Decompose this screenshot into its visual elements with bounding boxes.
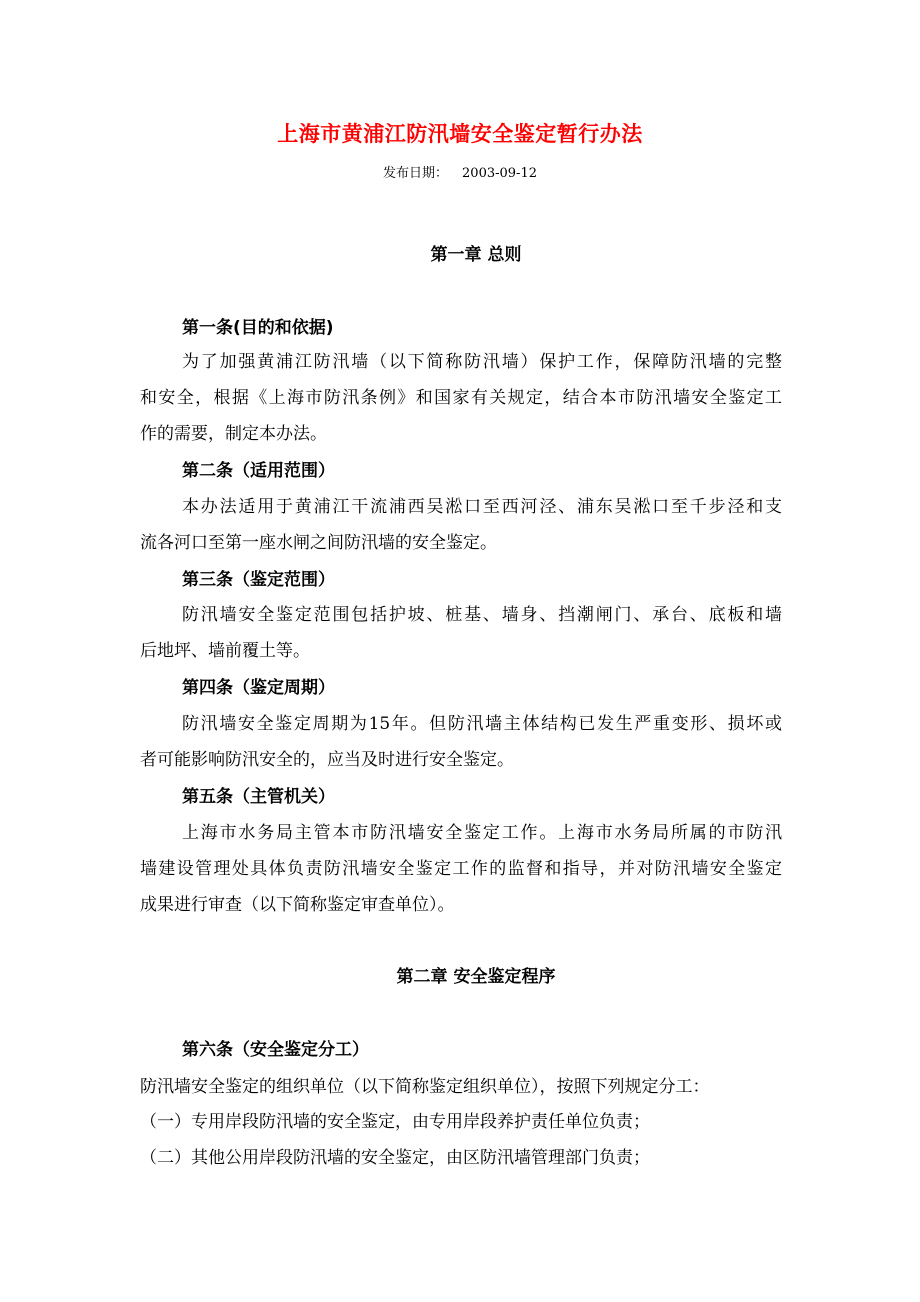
article-heading: 第二条（适用范围） [182, 461, 335, 481]
article-heading: 第四条（鉴定周期） [182, 678, 335, 698]
article-heading: 第一条(目的和依据) [182, 318, 334, 338]
article-text-line: 作的需要，制定本办法。 [140, 424, 327, 444]
article-text-line: 流各河口至第一座水闸之间防汛墙的安全鉴定。 [140, 533, 497, 553]
article-text-line: 为了加强黄浦江防汛墙（以下简称防汛墙）保护工作，保障防汛墙的完整 [182, 352, 782, 372]
publish-date-line [0, 162, 920, 181]
publish-date-label: 发布日期： [383, 166, 449, 181]
publish-date-value: 2003-09-12 [462, 166, 537, 181]
article-text-line: 上海市水务局主管本市防汛墙安全鉴定工作。上海市水务局所属的市防汛 [182, 823, 782, 843]
article-text-line: （一）专用岸段防汛墙的安全鉴定，由专用岸段养护责任单位负责； [140, 1112, 650, 1132]
article-text-line: 防汛墙安全鉴定范围包括护坡、桩基、墙身、挡潮闸门、承台、底板和墙 [182, 605, 782, 625]
chapter-heading: 第二章 安全鉴定程序 [396, 967, 556, 987]
article-heading: 第三条（鉴定范围） [182, 570, 335, 590]
article-heading: 第五条（主管机关） [182, 787, 335, 807]
article-text-line: 者可能影响防汛安全的，应当及时进行安全鉴定。 [140, 750, 514, 770]
article-text-line: 墙建设管理处具体负责防汛墙安全鉴定工作的监督和指导，并对防汛墙安全鉴定 [140, 859, 782, 879]
article-text-line: （二）其他公用岸段防汛墙的安全鉴定，由区防汛墙管理部门负责； [140, 1148, 650, 1168]
article-text-line: 本办法适用于黄浦江干流浦西吴淞口至西河泾、浦东吴淞口至千步泾和支 [182, 497, 782, 517]
article-text-line: 防汛墙安全鉴定的组织单位（以下简称鉴定组织单位），按照下列规定分工： [140, 1077, 710, 1097]
chapter-heading: 第一章 总则 [430, 245, 522, 265]
article-text-line: 成果进行审查（以下简称鉴定审查单位）。 [140, 895, 455, 915]
article-text-line: 后地坪、墙前覆土等。 [140, 641, 310, 661]
article-text-line: 防汛墙安全鉴定周期为15年。但防汛墙主体结构已发生严重变形、损坏或 [182, 714, 782, 734]
document-title: 上海市黄浦江防汛墙安全鉴定暂行办法 [277, 122, 643, 146]
article-text-line: 和安全，根据《上海市防汛条例》和国家有关规定，结合本市防汛墙安全鉴定工 [140, 388, 782, 408]
article-heading: 第六条（安全鉴定分工） [182, 1040, 369, 1060]
